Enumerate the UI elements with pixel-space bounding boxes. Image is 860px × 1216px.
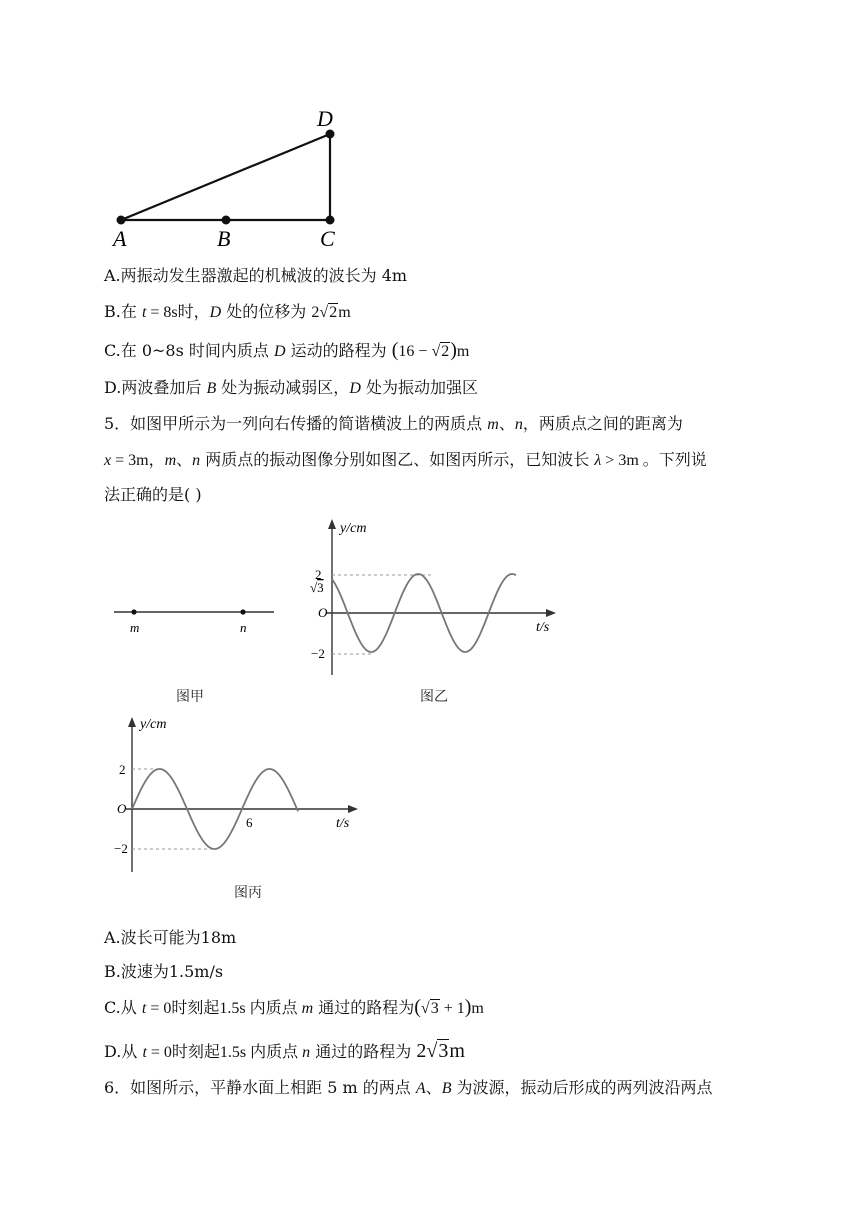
yi-tick-2: 2: [315, 567, 322, 582]
caption-jia: 图甲: [176, 689, 204, 705]
figure-jia: [112, 596, 282, 636]
yi-tick-neg2: −2: [311, 646, 325, 661]
q4-option-d: D.两波叠加后 B 处为振动减弱区，D 处为振动加强区: [104, 378, 478, 397]
q4-option-a: A.两振动发生器激起的机械波的波长为 4m: [104, 266, 408, 285]
q4-option-b: B.在 t = 8s时，D 处的位移为 2√2m: [104, 302, 351, 321]
q5-option-b: B.波速为1.5m/s: [104, 962, 224, 981]
q5-option-a: A.波长可能为18m: [104, 928, 237, 947]
q4-option-c: C.在 0~8s 时间内质点 D 运动的路程为 (16 − √2)m: [104, 339, 470, 361]
bing-ylabel: y/cm: [140, 717, 167, 732]
yi-xlabel: t/s: [536, 620, 550, 635]
yi-ylabel: y/cm: [340, 521, 367, 536]
bing-tick-2: 2: [119, 762, 126, 777]
q6-stem: 6．如图所示，平静水面上相距 5 m 的两点 A、B 为波源，振动后形成的两列波沿两点: [104, 1078, 713, 1097]
label-a: A: [113, 226, 127, 250]
point-c: [326, 216, 335, 225]
label-d: D: [317, 106, 333, 131]
bing-xlabel: t/s: [336, 816, 350, 831]
label-c: C: [320, 226, 335, 250]
point-n: [240, 609, 245, 614]
q5-option-c: C.从 t = 0时刻起1.5s 内质点 m 通过的路程为(√3 + 1)m: [104, 996, 484, 1018]
point-m: [131, 609, 136, 614]
q5-stem-line2: x = 3m，m、n 两质点的振动图像分别如图乙、如图丙所示，已知波长 λ > 3m 。下列说: [104, 450, 707, 469]
q5-option-d: D.从 t = 0时刻起1.5s 内质点 n 通过的路程为 2√3m: [104, 1040, 465, 1062]
point-b: [222, 216, 231, 225]
bing-tick-6: 6: [246, 815, 253, 830]
yi-tick-sqrt3: √3: [310, 580, 324, 595]
caption-bing: 图丙: [234, 885, 262, 901]
label-n: n: [240, 620, 247, 635]
q5-stem-line1: 5．如图甲所示为一列向右传播的简谐横波上的两质点 m、n，两质点之间的距离为: [104, 414, 683, 433]
bing-origin: O: [117, 801, 127, 816]
q5-stem-line3: 法正确的是( ): [104, 485, 202, 504]
yi-origin: O: [318, 605, 328, 620]
point-a: [117, 216, 126, 225]
figure-yi: [300, 515, 560, 680]
bing-tick-neg2: −2: [114, 841, 128, 856]
label-b: B: [217, 226, 231, 250]
triangle-figure: [100, 100, 360, 250]
figure-bing: [100, 712, 370, 877]
label-m: m: [130, 620, 140, 635]
caption-yi: 图乙: [420, 689, 448, 705]
